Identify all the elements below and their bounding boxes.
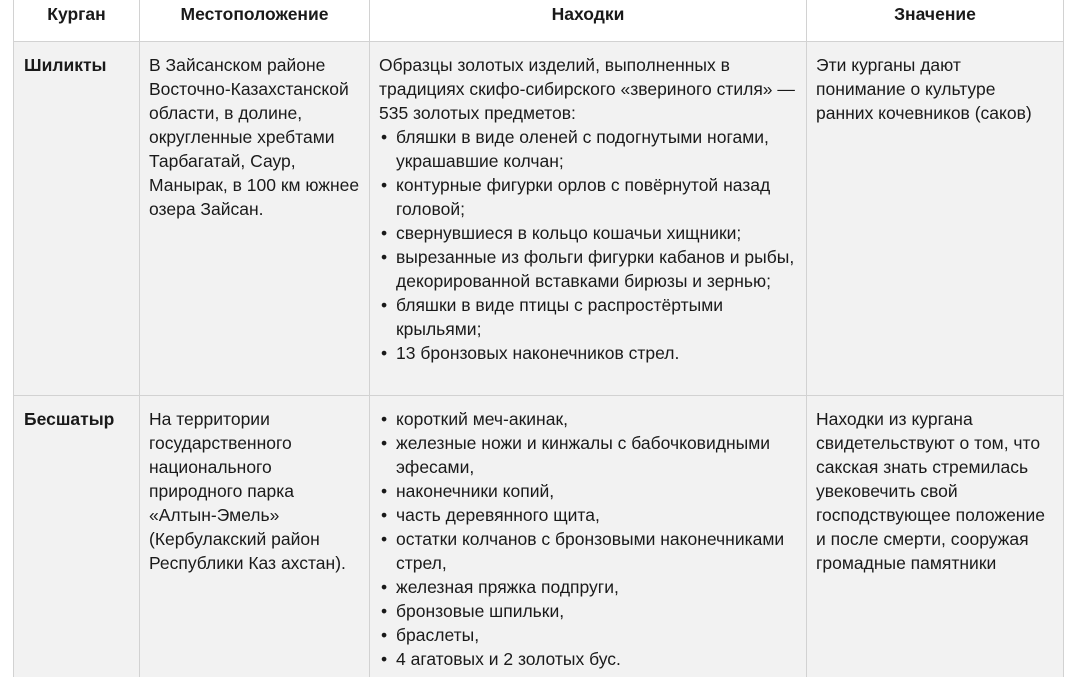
- finds-list-item: • железная пряжка подпруги,: [379, 575, 797, 599]
- finds-list: [379, 125, 797, 365]
- finds-list-item: • короткий меч-акинак,: [379, 407, 797, 431]
- finds-list-item: • 13 бронзовых наконечников стрел.: [379, 341, 797, 365]
- finds-intro: Образцы золотых изделий, выполненных в традициях скифо-сибирского «звериного стиля» — 535 золотых предметов:: [379, 53, 797, 125]
- finds-list-item: • 4 агатовых и 2 золотых бус.: [379, 647, 797, 671]
- location-cell: На территории государственного национального природного парка «Алтын-Эмель» (Кербулакский район Республики Каз ахстан).: [140, 396, 370, 677]
- finds-list-item: • бляшки в виде птицы с распростёртыми крыльями;: [379, 293, 797, 341]
- table-row-beshatyr: [14, 396, 1064, 677]
- finds-list-item: • контурные фигурки орлов с повёрнутой назад головой;: [379, 173, 797, 221]
- finds-list-item: • часть деревянного щита,: [379, 503, 797, 527]
- finds-cell: [370, 42, 807, 396]
- finds-cell: [370, 396, 807, 677]
- table-row-shilikty: [14, 42, 1064, 396]
- significance-cell: Эти курганы дают понимание о культуре ранних кочевников (саков): [807, 42, 1064, 396]
- header-location: Местоположение: [140, 0, 370, 42]
- finds-list-item: • вырезанные из фольги фигурки кабанов и рыбы, декорированной вставками бирюзы и зернью;: [379, 245, 797, 293]
- finds-list-item: • наконечники копий,: [379, 479, 797, 503]
- kurgan-name: Шиликты: [14, 42, 140, 396]
- location-cell: В Зайсанском районе Восточно-Казахстанской области, в долине, округленные хребтами Тарбагатай, Саур, Манырак, в 100 км южнее озера Зайсан.: [140, 42, 370, 396]
- header-finds: Находки: [370, 0, 807, 42]
- finds-list: [379, 407, 797, 671]
- kurgan-table: [13, 0, 1064, 677]
- finds-list-item: • бронзовые шпильки,: [379, 599, 797, 623]
- finds-list-item: • бляшки в виде оленей с подогнутыми ногами, украшавшие колчан;: [379, 125, 797, 173]
- finds-list-item: • остатки колчанов с бронзовыми наконечниками стрел,: [379, 527, 797, 575]
- finds-list-item: • браслеты,: [379, 623, 797, 647]
- finds-list-item: • железные ножи и кинжалы с бабочковидными эфесами,: [379, 431, 797, 479]
- header-significance: Значение: [807, 0, 1064, 42]
- header-row: [14, 0, 1064, 42]
- finds-list-item: • свернувшиеся в кольцо кошачьи хищники;: [379, 221, 797, 245]
- significance-cell: Находки из кургана свидетельствуют о том, что сакская знать стремилась увековечить свой господствующее положение и после смерти, сооружая громадные памятники: [807, 396, 1064, 677]
- header-kurgan: Курган: [14, 0, 140, 42]
- kurgan-name: Бесшатыр: [14, 396, 140, 677]
